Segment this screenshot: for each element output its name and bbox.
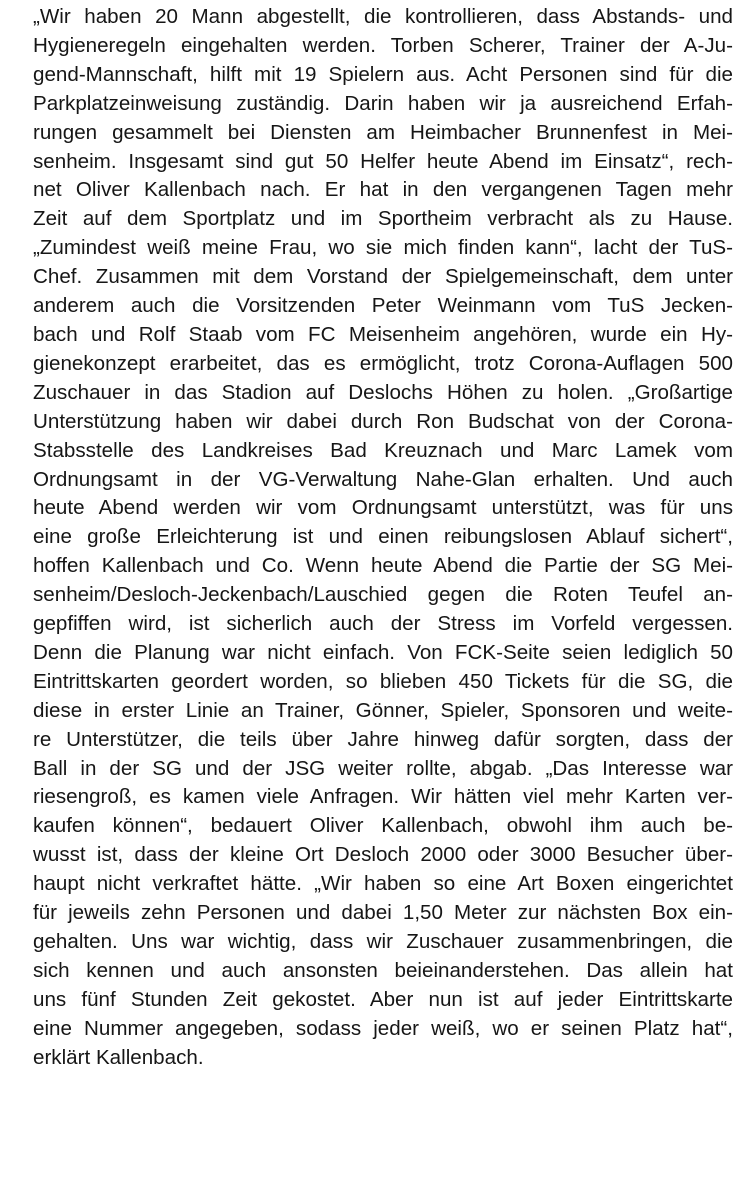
text-line: „Wir haben 20 Mann abgestellt, die kontrollieren, dass Abstands- und [33, 5, 733, 28]
text-line: Zuschauer in das Stadion auf Deslochs Höhen zu holen. „Großartige [33, 380, 733, 404]
text-line: Denn die Planung war nicht einfach. Von FCK-Seite seien lediglich 50 [33, 640, 733, 664]
text-line: sich kennen und auch ansonsten beieinanderstehen. Das allein hat [33, 958, 733, 982]
text-line: wusst ist, dass der kleine Ort Desloch 2000 oder 3000 Besucher über- [33, 843, 733, 867]
text-line: haupt nicht verkraftet hätte. „Wir haben so eine Art Boxen eingerichtet [33, 872, 733, 896]
text-line: eine große Erleichterung ist und einen reibungslosen Ablauf sichert“, [33, 525, 733, 549]
text-line: anderem auch die Vorsitzenden Peter Weinmann vom TuS Jecken- [33, 294, 733, 318]
text-line: Unterstützung haben wir dabei durch Ron Budschat von der Corona- [33, 409, 733, 433]
text-line: Zeit auf dem Sportplatz und im Sportheim verbracht als zu Hause. [33, 207, 733, 231]
text-line: gend-Mannschaft, hilft mit 19 Spielern aus. Acht Personen sind für die [33, 62, 733, 86]
text-line: Ball in der SG und der JSG weiter rollte, abgab. „Das Interesse war [33, 756, 733, 780]
text-line: rungen gesammelt bei Diensten am Heimbacher Brunnenfest in Mei- [33, 120, 733, 144]
text-line: gienekonzept erarbeitet, das es ermöglicht, trotz Corona-Auflagen 500 [33, 351, 733, 375]
text-line: für jeweils zehn Personen und dabei 1,50 Meter zur nächsten Box ein- [33, 901, 733, 925]
text-line: Chef. Zusammen mit dem Vorstand der Spielgemeinschaft, dem unter [33, 265, 733, 289]
text-line: kaufen können“, bedauert Oliver Kallenbach, obwohl ihm auch be- [33, 814, 733, 838]
text-line: net Oliver Kallenbach nach. Er hat in den vergangenen Tagen mehr [33, 178, 733, 202]
text-line: senheim/Desloch-Jeckenbach/Lauschied gegen die Roten Teufel an- [33, 583, 733, 607]
text-line: gepfiffen wird, ist sicherlich auch der Stress im Vorfeld vergessen. [33, 612, 733, 636]
text-line: eine Nummer angegeben, sodass jeder weiß, wo er seinen Platz hat“, [33, 1016, 733, 1040]
text-line: Stabsstelle des Landkreises Bad Kreuznach und Marc Lamek vom [33, 438, 733, 462]
text-line: riesengroß, es kamen viele Anfragen. Wir hätten viel mehr Karten ver- [33, 785, 733, 809]
text-line: uns fünf Stunden Zeit gekostet. Aber nun ist auf jeder Eintrittskarte [33, 987, 733, 1011]
text-line-last: erklärt Kallenbach. [33, 1045, 204, 1069]
text-line: senheim. Insgesamt sind gut 50 Helfer heute Abend im Einsatz“, rech- [33, 149, 733, 173]
text-line: heute Abend werden wir vom Ordnungsamt unterstützt, was für uns [33, 496, 733, 520]
text-line: gehalten. Uns war wichtig, dass wir Zuschauer zusammenbringen, die [33, 930, 733, 953]
text-line: hoffen Kallenbach und Co. Wenn heute Abend die Partie der SG Mei- [33, 554, 733, 578]
text-line: Hygieneregeln eingehalten werden. Torben Scherer, Trainer der A-Ju- [33, 33, 733, 57]
article-body [33, 3, 733, 1073]
text-line: Parkplatzeinweisung zuständig. Darin haben wir ja ausreichend Erfah- [33, 91, 733, 115]
text-line: bach und Rolf Staab vom FC Meisenheim angehören, wurde ein Hy- [33, 322, 733, 346]
text-line: „Zumindest weiß meine Frau, wo sie mich finden kann“, lacht der TuS- [33, 236, 733, 260]
text-line: diese in erster Linie an Trainer, Gönner, Spieler, Sponsoren und weite- [33, 698, 733, 722]
text-line: Eintrittskarten geordert worden, so blieben 450 Tickets für die SG, die [33, 669, 733, 693]
text-line: re Unterstützer, die teils über Jahre hinweg dafür sorgten, dass der [33, 727, 733, 751]
text-line: Ordnungsamt in der VG-Verwaltung Nahe-Glan erhalten. Und auch [33, 467, 733, 491]
